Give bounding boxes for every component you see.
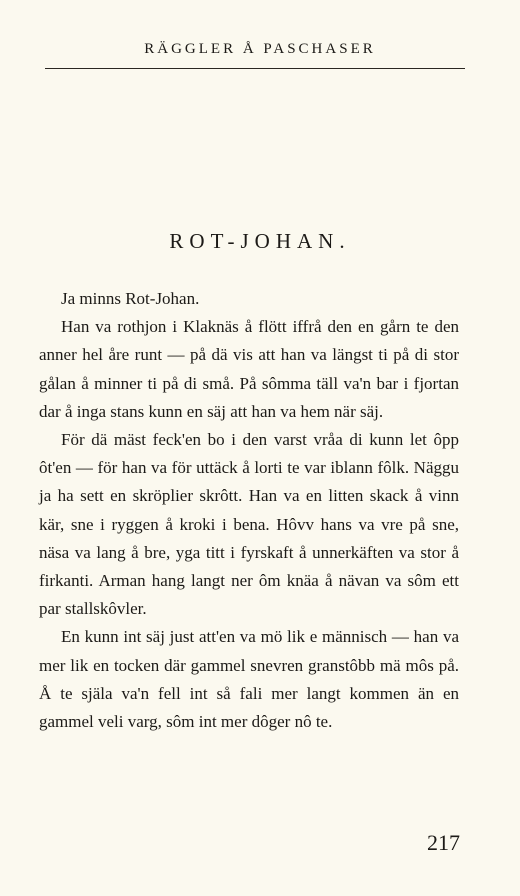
- body-text: [39, 285, 459, 736]
- header-rule: [45, 68, 465, 69]
- page-number: 217: [427, 830, 460, 855]
- running-head: RÄGGLER Å PASCHASER: [144, 41, 376, 57]
- paragraph: Ja minns Rot-Johan.: [61, 289, 200, 308]
- paragraph: Han va rothjon i Klaknäs å flött iffrå den en gårn te den anner hel åre runt — på dä vis att han va längst ti på di stor gålan å minner ti på di små. På sômma täll va'n bar i fjortan dar å inga stans kunn en säj att han va hem när säj.: [39, 317, 459, 421]
- paragraph: En kunn int säj just att'en va mö lik e männisch — han va mer lik en tocken där gammel snevren granstôbb mä môs på. Å te själa va'n fell int så fali mer langt kommen än en gammel veli varg, sôm int mer dôger nô te.: [39, 627, 459, 732]
- paragraph: För dä mäst feck'en bo i den varst vråa di kunn let ôpp ôt'en — för han va för uttäck å lorti te var iblann fôlk. Näggu ja ha sett en skröplier skrôtt. Han va en litten skack å vinn kär, sne i ryggen å kroki i bena. Hôvv hans va vre på sne, näsa va lang å bre, yga titt i fyrskaft å unnerkäften va stor å firkanti. Arman hang langt ner ôm knäa å nävan va sôm ett par stallskôvler.: [39, 430, 459, 619]
- chapter-title: ROT-JOHAN.: [169, 229, 351, 253]
